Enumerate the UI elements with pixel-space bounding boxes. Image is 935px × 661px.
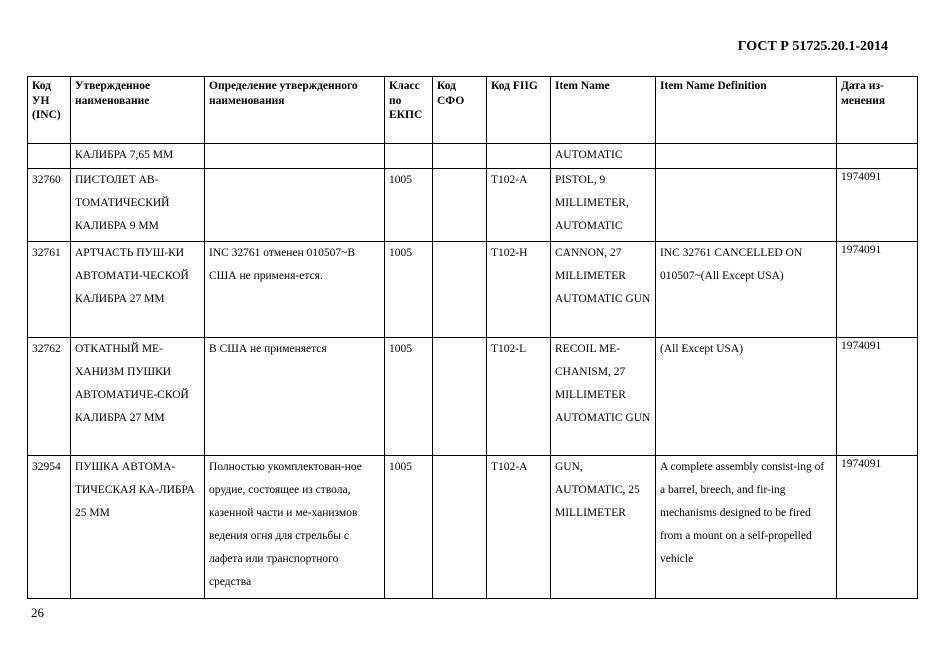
page-number: 26 [31,605,44,620]
cell-class: 1005 [385,242,433,338]
table-row [28,242,918,338]
cell-change-date: 1974091 [837,338,918,456]
cell-item-name-definition [656,144,837,169]
cell-sfo [433,144,487,169]
cell-fiig: T102-A [487,456,551,599]
cell-inc [28,144,71,169]
cell-approved-name: ПИСТОЛЕТ АВ-ТОМАТИЧЕСКИЙ КАЛИБРА 9 ММ [71,169,205,242]
cell-class [385,144,433,169]
cell-inc: 32760 [28,169,71,242]
cell-approved-name: КАЛИБРА 7,65 ММ [71,144,205,169]
cell-sfo [433,338,487,456]
cell-sfo [433,456,487,599]
column-header-approved-name: Утвержденное наименование [71,77,205,144]
table-row [28,456,918,599]
column-header-item-name: Item Name [551,77,656,144]
cell-item-name: PISTOL, 9 MILLIMETER, AUTOMATIC [551,169,656,242]
column-header-change-date: Дата из-менения [837,77,918,144]
table-row [28,144,918,169]
nomenclature-table [27,76,918,599]
cell-item-name-definition: INC 32761 CANCELLED ON 010507~(All Except USA) [656,242,837,338]
cell-item-name: AUTOMATIC [551,144,656,169]
cell-definition [205,144,385,169]
cell-item-name: CANNON, 27 MILLIMETER AUTOMATIC GUN [551,242,656,338]
cell-item-name-definition [656,169,837,242]
document-code: ГОСТ Р 51725.20.1-2014 [737,39,888,54]
cell-change-date [837,144,918,169]
column-header-sfo: Код СФО [433,77,487,144]
cell-inc: 32954 [28,456,71,599]
cell-item-name-definition: A complete assembly consist-ing of a barrel, breech, and fir-ing mechanisms designed to be fired from a mount on a self-propelled vehicle [656,456,837,599]
cell-definition: В США не применяется [205,338,385,456]
cell-definition [205,169,385,242]
table-row [28,169,918,242]
column-header-inc: Код УН (INC) [28,77,71,144]
cell-definition: INC 32761 отменен 010507~В США не применя-ется. [205,242,385,338]
cell-item-name: GUN, AUTOMATIC, 25 MILLIMETER [551,456,656,599]
cell-inc: 32761 [28,242,71,338]
cell-approved-name: ПУШКА АВТОМА-ТИЧЕСКАЯ КА-ЛИБРА 25 ММ [71,456,205,599]
cell-inc: 32762 [28,338,71,456]
cell-change-date: 1974091 [837,242,918,338]
cell-change-date: 1974091 [837,169,918,242]
cell-change-date: 1974091 [837,456,918,599]
table-header-row [28,77,918,144]
column-header-definition: Определение утвержденного наименования [205,77,385,144]
cell-fiig: T102-L [487,338,551,456]
cell-item-name: RECOIL ME-CHANISM, 27 MILLIMETER AUTOMATIC GUN [551,338,656,456]
cell-class: 1005 [385,338,433,456]
cell-sfo [433,242,487,338]
cell-class: 1005 [385,456,433,599]
cell-item-name-definition: (All Except USA) [656,338,837,456]
cell-sfo [433,169,487,242]
cell-approved-name: АРТЧАСТЬ ПУШ-КИ АВТОМАТИ-ЧЕСКОЙ КАЛИБРА 27 ММ [71,242,205,338]
cell-fiig: T102-A [487,169,551,242]
cell-approved-name: ОТКАТНЫЙ МЕ-ХАНИЗМ ПУШКИ АВТОМАТИЧЕ-СКОЙ КАЛИБРА 27 ММ [71,338,205,456]
column-header-item-name-definition: Item Name Definition [656,77,837,144]
column-header-fiig: Код FIIG [487,77,551,144]
cell-definition: Полностью укомплектован-ное орудие, состоящее из ствола, казенной части и ме-ханизмов ведения огня для стрельбы с лафета или транспортного средства [205,456,385,599]
cell-fiig: T102-H [487,242,551,338]
cell-fiig [487,144,551,169]
cell-class: 1005 [385,169,433,242]
column-header-class: Класс по ЕКПС [385,77,433,144]
table-row [28,338,918,456]
